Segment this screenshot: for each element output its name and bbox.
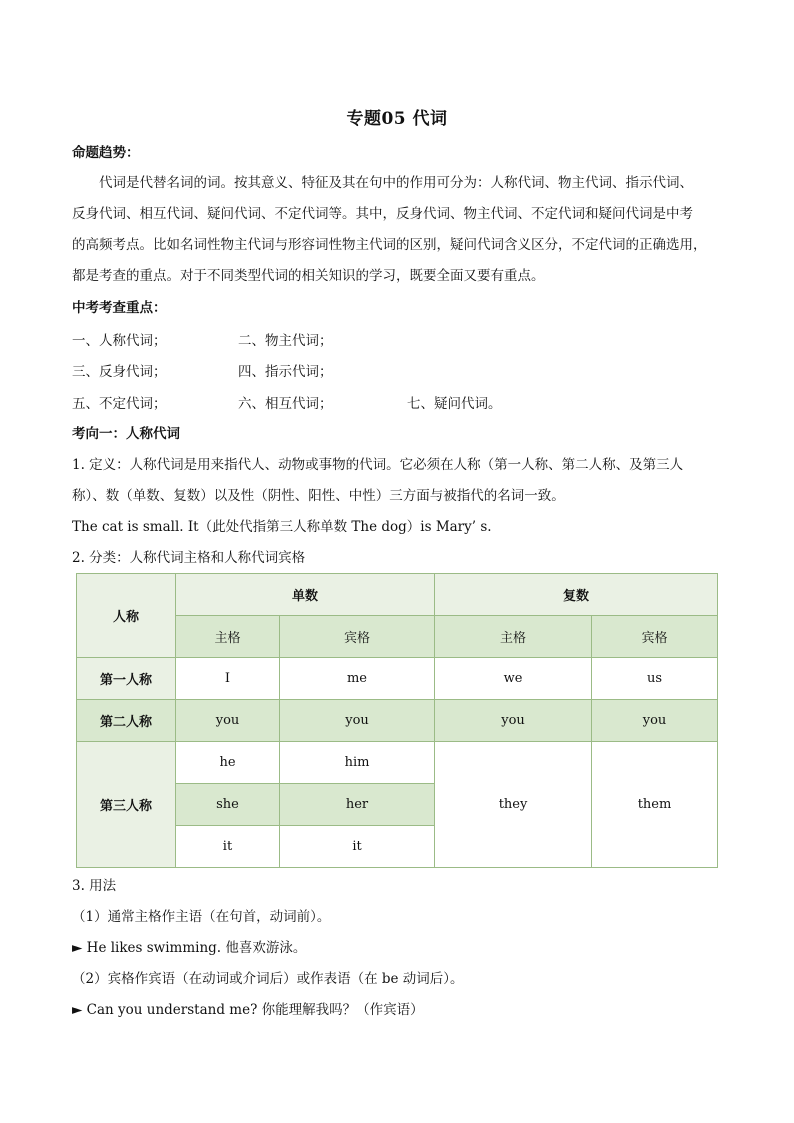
trend-line-1: 代词是代替名词的词。按其意义、特征及其在句中的作用可分为：人称代词、物主代词、指示代词、: [99, 175, 693, 191]
usage-line-4: ► Can you understand me? 你能理解我吗？（作宾语）: [72, 1002, 424, 1018]
row-first-label: 第一人称: [77, 658, 176, 700]
focus-heading: 中考考查重点：: [72, 300, 167, 316]
trend-line-4: 都是考查的重点。对于不同类型代词的相关知识的学习，既要全面又要有重点。: [72, 268, 545, 284]
third-singular-nom-it: it: [176, 826, 280, 868]
second-singular-acc: you: [280, 700, 435, 742]
focus-item-7: 七、疑问代词。: [407, 396, 502, 412]
usage-heading: 3. 用法: [72, 878, 117, 894]
focus-item-2: 二、物主代词；: [238, 333, 333, 349]
section1-heading: 考向一：人称代词: [72, 426, 180, 442]
header-person: 人称: [77, 574, 176, 658]
header-plural-nom: 主格: [435, 616, 592, 658]
usage-line-2: ► He likes swimming. 他喜欢游泳。: [72, 940, 307, 956]
focus-item-5: 五、不定代词；: [72, 396, 167, 412]
header-plural-acc: 宾格: [592, 616, 718, 658]
first-plural-nom: we: [435, 658, 592, 700]
usage-line-1: （1）通常主格作主语（在句首，动词前）。: [72, 909, 331, 925]
third-plural-nom: they: [435, 742, 592, 868]
trend-heading: 命题趋势：: [72, 145, 140, 161]
header-singular-nom: 主格: [176, 616, 280, 658]
first-singular-nom: I: [176, 658, 280, 700]
focus-item-4: 四、指示代词；: [238, 364, 333, 380]
third-singular-nom-she: she: [176, 784, 280, 826]
row-second-label: 第二人称: [77, 700, 176, 742]
example-sentence: The cat is small. It（此处代指第三人称单数 The dog）is Mary’ s.: [72, 519, 492, 535]
second-singular-nom: you: [176, 700, 280, 742]
first-singular-acc: me: [280, 658, 435, 700]
trend-line-2: 反身代词、相互代词、疑问代词、不定代词等。其中，反身代词、物主代词、不定代词和疑问代词是中考: [72, 206, 693, 222]
pronoun-table: [76, 573, 718, 868]
second-plural-acc: you: [592, 700, 718, 742]
third-plural-acc: them: [592, 742, 718, 868]
page-title: 专题05 代词: [346, 109, 448, 129]
focus-item-1: 一、人称代词；: [72, 333, 167, 349]
second-plural-nom: you: [435, 700, 592, 742]
header-plural: 复数: [435, 574, 718, 616]
trend-line-3: 的高频考点。比如名词性物主代词与形容词性物主代词的区别，疑问代词含义区分，不定代词的正确选用，: [72, 237, 707, 253]
third-singular-acc-him: him: [280, 742, 435, 784]
third-singular-acc-her: her: [280, 784, 435, 826]
first-plural-acc: us: [592, 658, 718, 700]
classification-line: 2. 分类：人称代词主格和人称代词宾格: [72, 550, 306, 566]
definition-line-2: 称）、数（单数、复数）以及性（阴性、阳性、中性）三方面与被指代的名词一致。: [72, 488, 565, 504]
focus-item-6: 六、相互代词；: [238, 396, 333, 412]
third-singular-nom-he: he: [176, 742, 280, 784]
third-singular-acc-it: it: [280, 826, 435, 868]
header-singular-acc: 宾格: [280, 616, 435, 658]
definition-line-1: 1. 定义：人称代词是用来指代人、动物或事物的代词。它必须在人称（第一人称、第二人称、及第三人: [72, 457, 684, 473]
row-third-label: 第三人称: [77, 742, 176, 868]
focus-item-3: 三、反身代词；: [72, 364, 167, 380]
header-singular: 单数: [176, 574, 435, 616]
usage-line-3: （2）宾格作宾语（在动词或介词后）或作表语（在 be 动词后）。: [72, 971, 464, 987]
